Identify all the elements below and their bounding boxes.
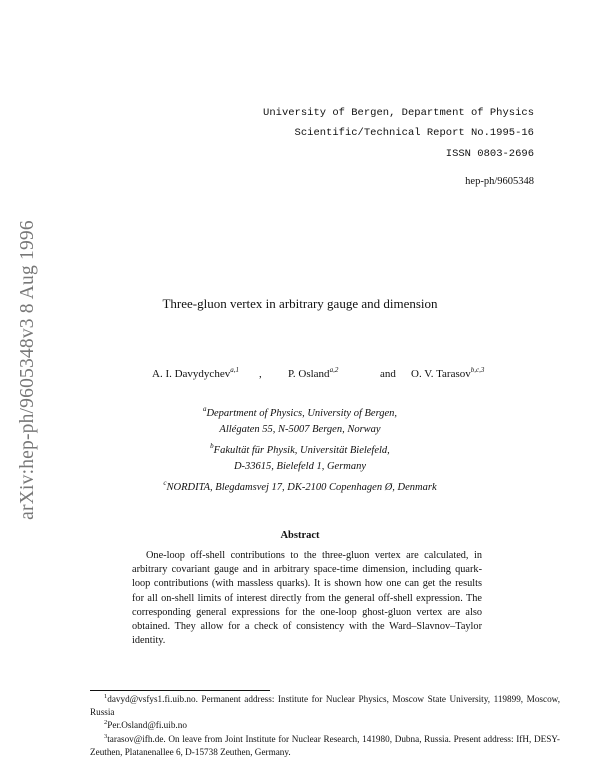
header-institution: University of Bergen, Department of Physics	[263, 107, 534, 119]
affiliation-b: $^b$Fakultät für Physik, Universität Bielefeld, D-33615, Bielefeld 1, Germany	[210, 442, 390, 472]
author-separator: and	[380, 368, 396, 380]
abstract-heading: Abstract	[280, 530, 320, 541]
abstract-text: One-loop off-shell contributions to the three-gluon vertex are calculated, in arbitrary covariant gauge and in arbitrary space-time dimension, including quark-loop contributions (with massless quarks). It is shown how one can get the results for all on-shell limits of interest directly from the general off-shell expression. The corresponding general expressions for the one-loop ghost-gluon vertex are also obtained. They allow for a check of consistency with the Ward–Slavnov–Taylor identity.	[132, 550, 482, 647]
header-preprint-id: hep-ph/9605348	[465, 176, 534, 187]
affiliation-c: $^c$NORDITA, Blegdamsvej 17, DK-2100 Copenhagen Ø, Denmark	[163, 479, 437, 493]
paper-title: Three-gluon vertex in arbitrary gauge and dimension	[162, 296, 438, 311]
footnote-3: $^3$tarasov@ifh.de. On leave from Joint Institute for Nuclear Research, 141980, Dubna, Russia. Present address: IfH, DESY-Zeuthen, Platanenallee 6, D-15738 Zeuthen, Germany.	[90, 733, 560, 757]
author: A. I. Davydychev$^{a,1}$	[152, 366, 239, 380]
author: P. Osland$^{a,2}$	[288, 366, 339, 380]
header-issn: ISSN 0803-2696	[445, 148, 534, 160]
arxiv-stamp: arXiv:hep-ph/9605348v3 8 Aug 1996	[17, 220, 38, 520]
affiliation-a: $^a$Department of Physics, University of Bergen, Allégaten 55, N-5007 Bergen, Norway	[202, 405, 398, 435]
footnote-2: $^2$Per.Osland@fi.uib.no	[104, 719, 187, 730]
footnote-rule	[90, 690, 270, 691]
author: O. V. Tarasov$^{b,c,3}$	[411, 366, 485, 380]
author-separator: ,	[259, 368, 262, 380]
footnote-1: $^1$davyd@vsfys1.fi.uib.no. Permanent address: Institute for Nuclear Physics, Moscow State University, 119899, Moscow, Russia	[90, 693, 560, 717]
header-report-number: Scientific/Technical Report No.1995-16	[294, 127, 534, 139]
